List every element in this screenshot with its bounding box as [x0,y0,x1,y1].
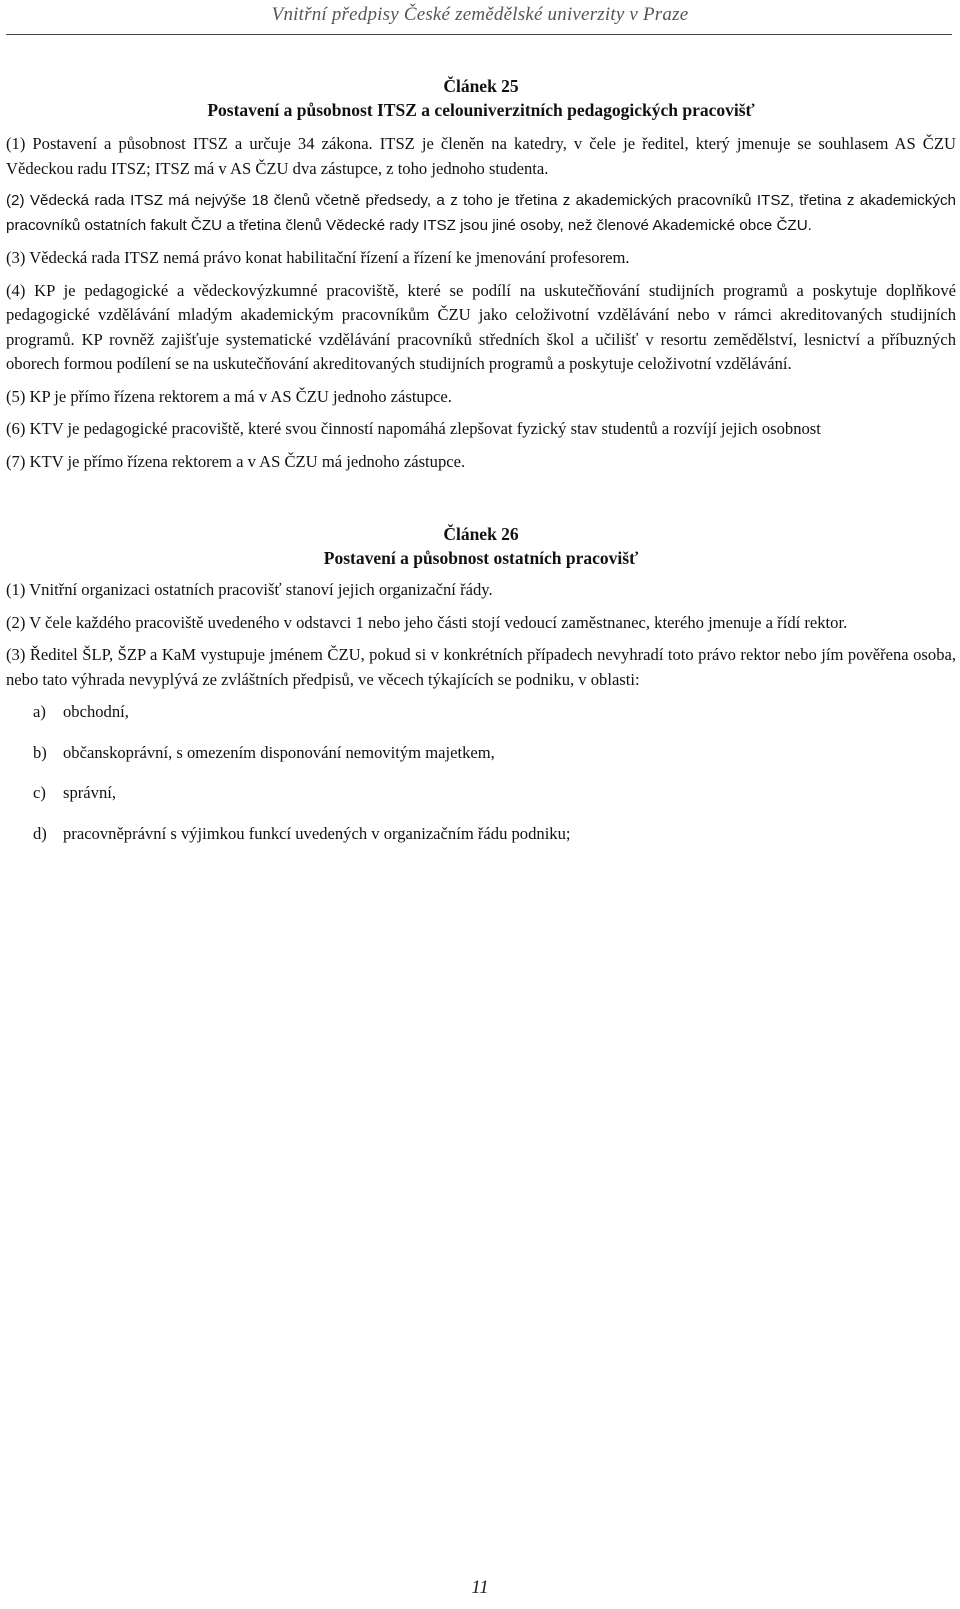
article-25-number: Článek 25 [443,76,519,96]
article-26-list [6,700,956,846]
list-item-text: obchodní, [63,702,129,721]
article-26-paragraph-3: (3) Ředitel ŠLP, ŠZP a KaM vystupuje jménem ČZU, pokud si v konkrétních případech nevyhradí toto právo rektor nebo jím pověřena osoba, nebo tato výhrada nevyplývá ze zvláštních předpisů, ve věcech týkajících se podniku, v oblasti: [6,645,956,689]
list-item-marker: d) [33,823,47,843]
article-25-paragraph-7: (7) KTV je přímo řízena rektorem a v AS ČZU má jednoho zástupce. [6,451,466,471]
list-item [6,741,956,766]
list-item-text: občanskoprávní, s omezením disponování nemovitým majetkem, [63,742,495,762]
article-25-title: Postavení a působnost ITSZ a celouniverzitních pedagogických pracovišť [207,100,755,120]
list-item-marker: b) [33,742,47,762]
article-25-paragraph-1: (1) Postavení a působnost ITSZ a určuje 34 zákona. ITSZ je členěn na katedry, v čele je ředitel, který jmenuje se souhlasem AS ČZU Vědeckou radu ITSZ; ITSZ má v AS ČZU dva zástupce, z toho jednoho studenta. [6,134,956,178]
article-26-number: Článek 26 [443,524,519,544]
list-item-marker: c) [33,783,46,802]
list-item-marker: a) [33,702,46,721]
article-25-heading [6,74,956,122]
article-25-paragraph-2: (2) Vědecká rada ITSZ má nejvýše 18 členů včetně předsedy, a z toho je třetina z akademických pracovníků ITSZ, třetina z akademických pracovníků ostatních fakult ČZU a třetina členů Vědecké rady ITSZ jsou jiné osoby, než členové Akademické obce ČZU. [6,192,956,234]
article-25-paragraph-5: (5) KP je přímo řízena rektorem a má v AS ČZU jednoho zástupce. [6,386,452,406]
list-item [6,781,956,806]
article-26-paragraph-1: (1) Vnitřní organizaci ostatních pracovišť stanoví jejich organizační řády. [6,580,493,599]
list-item [6,822,956,847]
article-25-paragraph-3: (3) Vědecká rada ITSZ nemá právo konat habilitační řízení a řízení ke jmenování profesorem. [6,248,630,267]
article-25-paragraph-6: (6) KTV je pedagogické pracoviště, které svou činností napomáhá zlepšovat fyzický stav studentů a rozvíjí jejich osobnost [6,419,821,438]
header-rule [6,34,952,35]
article-26-title: Postavení a působnost ostatních pracovišť [323,548,639,568]
page-number: 11 [471,1577,489,1598]
article-25-paragraph-4: (4) KP je pedagogické a vědeckovýzkumné pracoviště, které se podílí na uskutečňování studijních programů a poskytuje doplňkové pedagogické vzdělávání mladým akademickým pracovníkům ČZU jako celoživotní vzdělávání nebo v rámci akreditovaných studijních programů. KP rovněž zajišťuje systematické vzdělávání pracovníků středních škol a učilišť v resortu zemědělství, lesnictví a příbuzných oborech formou podílení se na uskutečňování akreditovaných studijních programů a poskytuje celoživotní vzdělávání. [6,280,956,373]
document-body [6,74,956,862]
list-item-text: pracovněprávní s výjimkou funkcí uvedených v organizačním řádu podniku; [63,823,571,843]
article-spacer [6,482,956,522]
list-item [6,700,956,725]
running-header: Vnitřní předpisy České zemědělské univerzity v Praze [271,4,689,25]
list-item-text: správní, [63,783,116,802]
article-26-paragraph-2: (2) V čele každého pracoviště uvedeného v odstavci 1 nebo jeho části stojí vedoucí zaměstnanec, kterého jmenuje a řídí rektor. [6,612,848,632]
article-26-heading [6,522,956,570]
